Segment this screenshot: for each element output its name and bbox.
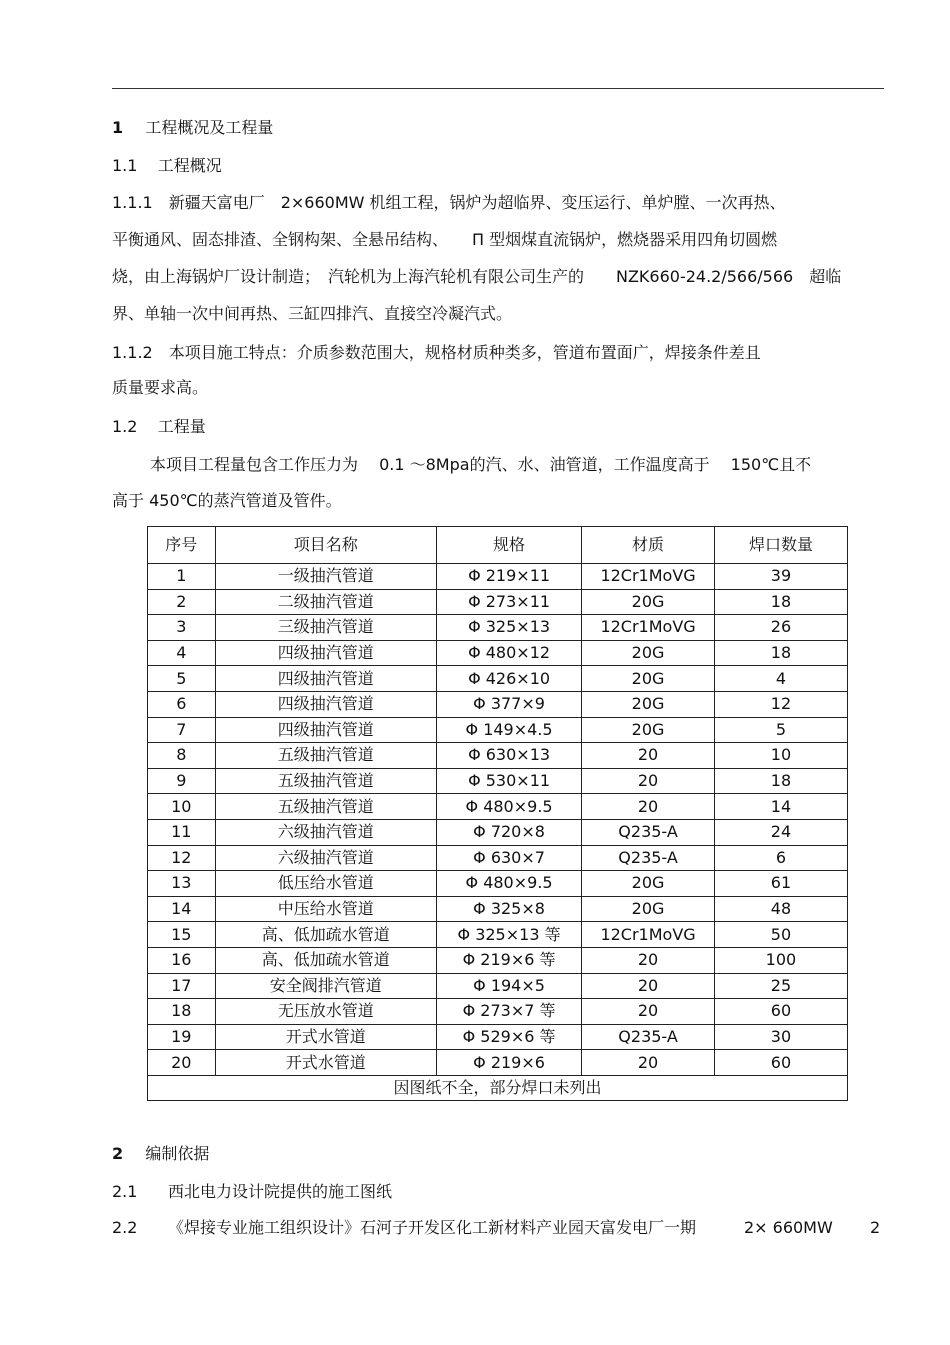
cell-seq: 14 bbox=[148, 896, 216, 922]
cell-item-name: 四级抽汽管道 bbox=[215, 640, 436, 666]
para-1-2-line-2: 高于 450℃的蒸汽管道及管件。 bbox=[112, 491, 342, 510]
table-body bbox=[148, 564, 848, 1076]
cell-spec: Φ 630×13 bbox=[436, 743, 581, 769]
section-1-2-title: 工程量 bbox=[157, 417, 206, 436]
table-row bbox=[148, 691, 848, 717]
para-1-1-1-line-1: 1.1.1 新疆天富电厂 2×660MW 机组工程，锅炉为超临界、变压运行、单炉膛、一次再热、 bbox=[112, 193, 786, 212]
cell-weld-count: 4 bbox=[714, 666, 847, 692]
cell-spec: Φ 149×4.5 bbox=[436, 717, 581, 743]
section-1-title: 工程概况及工程量 bbox=[145, 118, 274, 137]
section-2-2-number: 2.2 bbox=[112, 1218, 138, 1237]
cell-seq: 18 bbox=[148, 999, 216, 1025]
cell-item-name: 一级抽汽管道 bbox=[215, 564, 436, 590]
section-1-heading bbox=[112, 118, 273, 138]
cell-material: 20G bbox=[582, 666, 715, 692]
cell-material: 20 bbox=[582, 768, 715, 794]
table-row bbox=[148, 1050, 848, 1076]
cell-seq: 2 bbox=[148, 589, 216, 615]
cell-item-name: 开式水管道 bbox=[215, 1024, 436, 1050]
section-2-1-heading bbox=[112, 1182, 392, 1202]
cell-item-name: 二级抽汽管道 bbox=[215, 589, 436, 615]
cell-seq: 20 bbox=[148, 1050, 216, 1076]
header-rule bbox=[112, 88, 884, 89]
header-spec: 规格 bbox=[436, 527, 581, 564]
cell-item-name: 五级抽汽管道 bbox=[215, 768, 436, 794]
table-row bbox=[148, 845, 848, 871]
cell-weld-count: 12 bbox=[714, 691, 847, 717]
cell-weld-count: 24 bbox=[714, 819, 847, 845]
cell-item-name: 五级抽汽管道 bbox=[215, 794, 436, 820]
cell-spec: Φ 377×9 bbox=[436, 691, 581, 717]
cell-spec: Φ 325×13 bbox=[436, 615, 581, 641]
cell-weld-count: 18 bbox=[714, 768, 847, 794]
cell-seq: 3 bbox=[148, 615, 216, 641]
cell-weld-count: 48 bbox=[714, 896, 847, 922]
section-2-2-title: 《焊接专业施工组织设计》石河子开发区化工新材料产业园天富发电厂一期 2× 660MW bbox=[167, 1218, 833, 1237]
section-1-1-number: 1.1 bbox=[112, 156, 138, 175]
header-item-name: 项目名称 bbox=[215, 527, 436, 564]
cell-item-name: 四级抽汽管道 bbox=[215, 717, 436, 743]
page-number: 2 bbox=[870, 1218, 881, 1237]
cell-weld-count: 25 bbox=[714, 973, 847, 999]
cell-seq: 8 bbox=[148, 743, 216, 769]
cell-item-name: 安全阀排汽管道 bbox=[215, 973, 436, 999]
cell-material: 20 bbox=[582, 1050, 715, 1076]
cell-weld-count: 26 bbox=[714, 615, 847, 641]
section-2-2-heading bbox=[112, 1218, 833, 1238]
table-row bbox=[148, 947, 848, 973]
cell-material: 20 bbox=[582, 743, 715, 769]
cell-item-name: 六级抽汽管道 bbox=[215, 845, 436, 871]
cell-seq: 16 bbox=[148, 947, 216, 973]
section-2-title: 编制依据 bbox=[145, 1144, 210, 1163]
section-1-1-title: 工程概况 bbox=[157, 156, 222, 175]
cell-material: 20G bbox=[582, 691, 715, 717]
cell-weld-count: 18 bbox=[714, 640, 847, 666]
table-row bbox=[148, 640, 848, 666]
cell-spec: Φ 720×8 bbox=[436, 819, 581, 845]
cell-spec: Φ 219×11 bbox=[436, 564, 581, 590]
section-1-1-heading bbox=[112, 156, 222, 176]
cell-spec: Φ 426×10 bbox=[436, 666, 581, 692]
cell-weld-count: 30 bbox=[714, 1024, 847, 1050]
cell-item-name: 三级抽汽管道 bbox=[215, 615, 436, 641]
cell-material: 12Cr1MoVG bbox=[582, 615, 715, 641]
section-1-number: 1 bbox=[112, 118, 124, 137]
table-row bbox=[148, 973, 848, 999]
table-row bbox=[148, 999, 848, 1025]
cell-weld-count: 60 bbox=[714, 1050, 847, 1076]
cell-spec: Φ 480×12 bbox=[436, 640, 581, 666]
cell-seq: 7 bbox=[148, 717, 216, 743]
cell-item-name: 五级抽汽管道 bbox=[215, 743, 436, 769]
para-1-1-2-line-1: 1.1.2 本项目施工特点：介质参数范围大，规格材质种类多，管道布置面广，焊接条件差且 bbox=[112, 343, 761, 362]
cell-weld-count: 50 bbox=[714, 922, 847, 948]
table-row bbox=[148, 717, 848, 743]
cell-material: 12Cr1MoVG bbox=[582, 922, 715, 948]
cell-seq: 17 bbox=[148, 973, 216, 999]
cell-spec: Φ 480×9.5 bbox=[436, 794, 581, 820]
cell-seq: 6 bbox=[148, 691, 216, 717]
cell-weld-count: 61 bbox=[714, 871, 847, 897]
cell-material: 12Cr1MoVG bbox=[582, 564, 715, 590]
cell-material: Q235-A bbox=[582, 819, 715, 845]
cell-seq: 4 bbox=[148, 640, 216, 666]
cell-spec: Φ 219×6 bbox=[436, 1050, 581, 1076]
header-seq: 序号 bbox=[148, 527, 216, 564]
cell-seq: 15 bbox=[148, 922, 216, 948]
cell-item-name: 无压放水管道 bbox=[215, 999, 436, 1025]
cell-spec: Φ 273×11 bbox=[436, 589, 581, 615]
cell-material: 20G bbox=[582, 589, 715, 615]
cell-seq: 9 bbox=[148, 768, 216, 794]
cell-spec: Φ 325×13 等 bbox=[436, 922, 581, 948]
table-row bbox=[148, 871, 848, 897]
table-row bbox=[148, 589, 848, 615]
cell-weld-count: 100 bbox=[714, 947, 847, 973]
section-2-number: 2 bbox=[112, 1144, 124, 1163]
cell-weld-count: 60 bbox=[714, 999, 847, 1025]
cell-material: 20 bbox=[582, 973, 715, 999]
cell-item-name: 六级抽汽管道 bbox=[215, 819, 436, 845]
para-1-1-2-line-2: 质量要求高。 bbox=[112, 378, 209, 397]
cell-weld-count: 14 bbox=[714, 794, 847, 820]
table-row bbox=[148, 922, 848, 948]
cell-item-name: 高、低加疏水管道 bbox=[215, 922, 436, 948]
cell-seq: 1 bbox=[148, 564, 216, 590]
table-row bbox=[148, 666, 848, 692]
table-header-row bbox=[148, 527, 848, 564]
cell-seq: 11 bbox=[148, 819, 216, 845]
table-row bbox=[148, 794, 848, 820]
cell-material: 20 bbox=[582, 947, 715, 973]
cell-item-name: 开式水管道 bbox=[215, 1050, 436, 1076]
cell-weld-count: 39 bbox=[714, 564, 847, 590]
cell-spec: Φ 529×6 等 bbox=[436, 1024, 581, 1050]
cell-spec: Φ 219×6 等 bbox=[436, 947, 581, 973]
cell-weld-count: 18 bbox=[714, 589, 847, 615]
header-weld-count: 焊口数量 bbox=[714, 527, 847, 564]
cell-item-name: 高、低加疏水管道 bbox=[215, 947, 436, 973]
cell-material: 20G bbox=[582, 871, 715, 897]
table-row bbox=[148, 768, 848, 794]
header-material: 材质 bbox=[582, 527, 715, 564]
table-row bbox=[148, 564, 848, 590]
cell-seq: 19 bbox=[148, 1024, 216, 1050]
table-row bbox=[148, 615, 848, 641]
cell-material: 20G bbox=[582, 640, 715, 666]
cell-spec: Φ 530×11 bbox=[436, 768, 581, 794]
cell-seq: 10 bbox=[148, 794, 216, 820]
cell-spec: Φ 273×7 等 bbox=[436, 999, 581, 1025]
cell-spec: Φ 194×5 bbox=[436, 973, 581, 999]
cell-material: Q235-A bbox=[582, 1024, 715, 1050]
para-1-2-line-1: 本项目工程量包含工作压力为 0.1 ～8Mpa的汽、水、油管道，工作温度高于 150℃且不 bbox=[150, 455, 812, 474]
para-1-1-1-line-3: 烧，由上海锅炉厂设计制造； 汽轮机为上海汽轮机有限公司生产的 NZK660-24.2/566/566 超临 bbox=[112, 267, 842, 286]
table-row bbox=[148, 1024, 848, 1050]
cell-material: 20 bbox=[582, 794, 715, 820]
section-2-heading bbox=[112, 1144, 209, 1164]
cell-spec: Φ 480×9.5 bbox=[436, 871, 581, 897]
cell-material: 20 bbox=[582, 999, 715, 1025]
para-1-1-1-line-2: 平衡通风、固态排渣、全钢构架、全悬吊结构、 Π 型烟煤直流锅炉，燃烧器采用四角切圆燃 bbox=[112, 230, 778, 249]
cell-material: Q235-A bbox=[582, 845, 715, 871]
table-row bbox=[148, 819, 848, 845]
cell-seq: 5 bbox=[148, 666, 216, 692]
cell-weld-count: 6 bbox=[714, 845, 847, 871]
table-row bbox=[148, 896, 848, 922]
table-footnote: 因图纸不全，部分焊口未列出 bbox=[148, 1075, 848, 1101]
table-footnote-row bbox=[148, 1075, 848, 1101]
cell-spec: Φ 630×7 bbox=[436, 845, 581, 871]
cell-item-name: 低压给水管道 bbox=[215, 871, 436, 897]
section-1-2-heading bbox=[112, 417, 206, 437]
cell-weld-count: 5 bbox=[714, 717, 847, 743]
section-1-2-number: 1.2 bbox=[112, 417, 138, 436]
cell-weld-count: 10 bbox=[714, 743, 847, 769]
cell-material: 20G bbox=[582, 717, 715, 743]
cell-spec: Φ 325×8 bbox=[436, 896, 581, 922]
para-1-1-1-line-4: 界、单轴一次中间再热、三缸四排汽、直接空冷凝汽式。 bbox=[112, 304, 513, 323]
quantity-table bbox=[147, 526, 848, 1101]
cell-item-name: 四级抽汽管道 bbox=[215, 666, 436, 692]
cell-item-name: 四级抽汽管道 bbox=[215, 691, 436, 717]
cell-seq: 13 bbox=[148, 871, 216, 897]
section-2-1-title: 西北电力设计院提供的施工图纸 bbox=[167, 1182, 392, 1201]
cell-seq: 12 bbox=[148, 845, 216, 871]
cell-item-name: 中压给水管道 bbox=[215, 896, 436, 922]
section-2-1-number: 2.1 bbox=[112, 1182, 138, 1201]
table-row bbox=[148, 743, 848, 769]
cell-material: 20G bbox=[582, 896, 715, 922]
